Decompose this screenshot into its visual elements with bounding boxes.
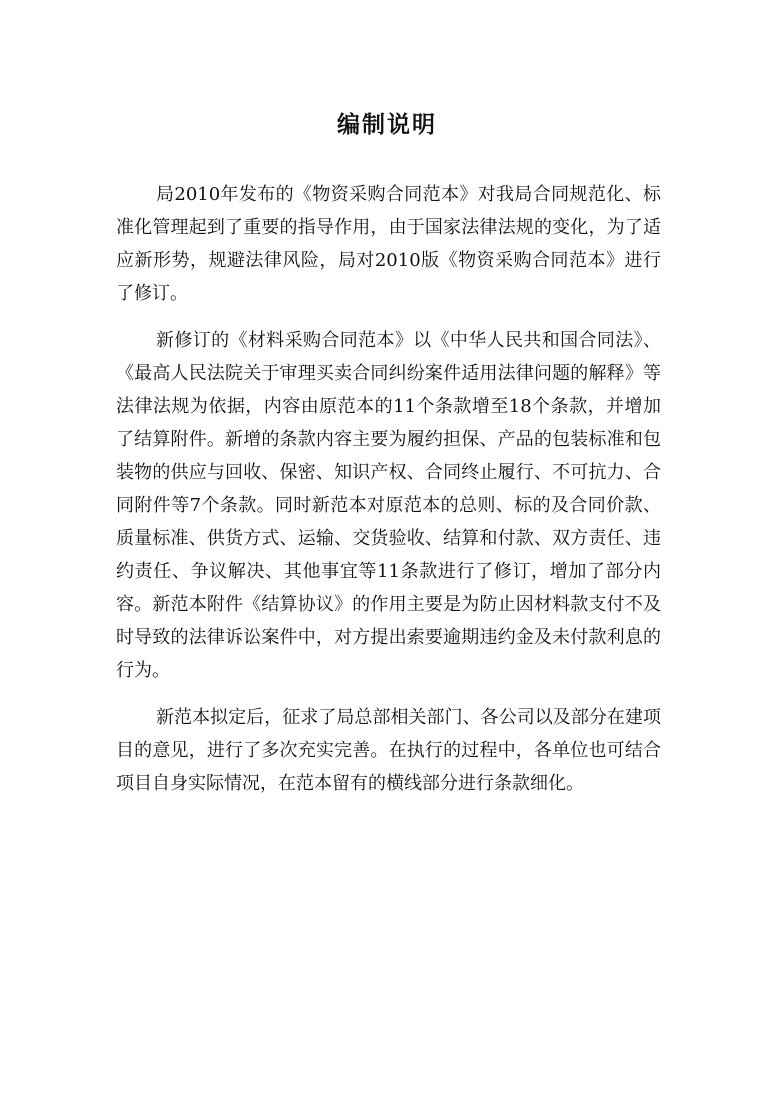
paragraph-revision-content: 新修订的《材料采购合同范本》以《中华人民共和国合同法》、《最高人民法院关于审理买卖合同纠纷案件适用法律问题的解释》等法律法规为依据，内容由原范本的11个条款增至18个条款，并增加了结算附件。新增的条款内容主要为履约担保、产品的包装标准和包装物的供应与回收、保密、知识产权、合同终止履行、不可抗力、合同附件等7个条款。同时新范本对原范本的总则、标的及合同价款、质量标准、供货方式、运输、交货验收、结算和付款、双方责任、违约责任、争议解决、其他事宜等11条款进行了修订，增加了部分内容。新范本附件《结算协议》的作用主要是为防止因材料款支付不及时导致的法律诉讼案件中，对方提出索要逾期违约金及未付款利息的行为。 bbox=[116, 330, 661, 681]
paragraph-implementation: 新范本拟定后，征求了局总部相关部门、各公司以及部分在建项目的意见，进行了多次充实完善。在执行的过程中，各单位也可结合项目自身实际情况，在范本留有的横线部分进行条款细化。 bbox=[116, 707, 661, 794]
document-body bbox=[116, 178, 661, 814]
paragraph-revision-background: 局2010年发布的《物资采购合同范本》对我局合同规范化、标准化管理起到了重要的指导作用，由于国家法律法规的变化，为了适应新形势，规避法律风险，局对2010版《物资采购合同范本》进行了修订。 bbox=[116, 184, 661, 304]
document-title: 编制说明 bbox=[337, 112, 437, 138]
